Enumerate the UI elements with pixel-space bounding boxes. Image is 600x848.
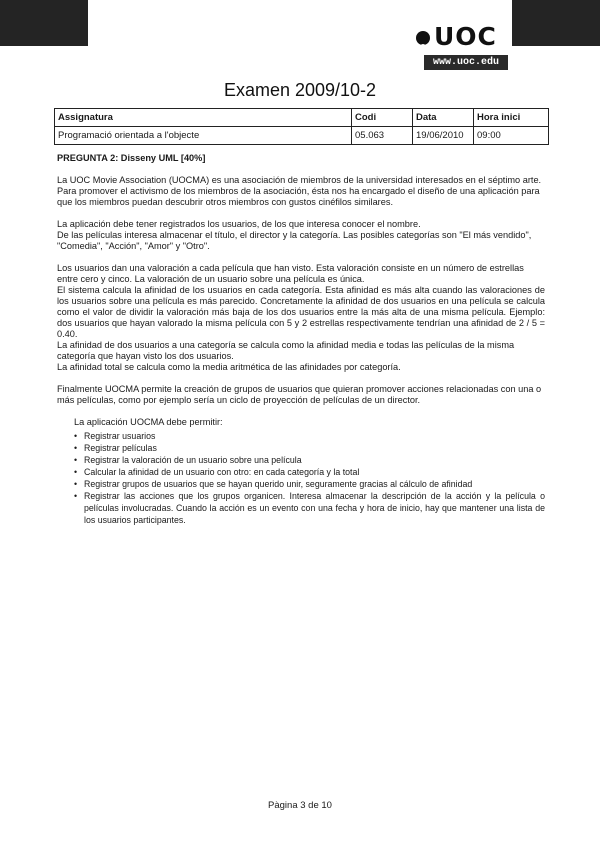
list-item: • Calcular la afinidad de un usuario con otro: en cada categoría y la total: [74, 467, 360, 477]
cell-data: 19/06/2010: [413, 127, 474, 145]
table-header-row: [55, 109, 549, 127]
corner-block-left: [0, 0, 88, 46]
question-title: PREGUNTA 2: Disseny UML [40%]: [57, 153, 206, 163]
cell-assignatura: Programació orientada a l'objecte: [55, 127, 352, 145]
paragraph: La aplicación debe tener registrados los usuarios, de los que interesa conocer el nombre.: [57, 219, 421, 229]
corner-block-right: [512, 0, 600, 46]
bullet-icon: •: [74, 479, 78, 489]
bullet-icon: •: [74, 431, 78, 441]
bullet-icon: •: [74, 467, 78, 477]
header-hora-inici: Hora inici: [474, 109, 549, 127]
bullet-icon: •: [74, 443, 78, 453]
uoc-logo: [416, 22, 508, 72]
paragraph: De las películas interesa almacenar el título, el director y la categoría. Las posibles categorías son "El más vendido", "Comedia", "Acción", "Amor" y "Otro".: [57, 230, 532, 251]
question-content: [57, 153, 545, 526]
list-item: • Registrar las acciones que los grupos organicen. Interesa almacenar la descripción de la acción y la película o películas involucradas. Cuando la acción es un evento con una fecha y hora de inicio, hay que mantener una lista de los usuarios participantes.: [74, 491, 545, 525]
header-codi: Codi: [352, 109, 413, 127]
logo-dot-icon: [416, 31, 430, 45]
requirements-section: [74, 417, 545, 526]
paragraph: La afinidad de dos usuarios a una categoría se calcula como la afinidad media e todas las películas de la misma categoría que hayan visto los dos usuarios.: [57, 340, 515, 361]
exam-info-table: [54, 108, 549, 145]
paragraph: Finalmente UOCMA permite la creación de grupos de usuarios que quieran promover acciones relacionadas con una o más películas, como por ejemplo sería un ciclo de proyección de películas de un director.: [57, 384, 542, 405]
paragraph: Para promover el activismo de los miembros de la asociación, ésta nos ha encargado el diseño de una aplicación para que los miembros puedan descubrir otros miembros con gustos cinéfilos similares.: [57, 186, 540, 207]
paragraph: La afinidad total se calcula como la media aritmética de las afinidades por categoría.: [57, 362, 401, 372]
header-data: Data: [413, 109, 474, 127]
requirements-intro: La aplicación UOCMA debe permitir:: [74, 417, 223, 427]
bullet-icon: •: [74, 455, 78, 465]
exam-title: Examen 2009/10-2: [223, 80, 377, 100]
list-item: • Registrar usuarios: [74, 431, 156, 441]
logo-text: UOC: [434, 22, 497, 51]
paragraph: Los usuarios dan una valoración a cada película que han visto. Esta valoración consiste en un número de estrellas entre cero y cinco. La valoración de un usuario sobre una película es única.: [57, 263, 524, 284]
logo-url: www.uoc.edu: [424, 55, 508, 70]
page-number: Pàgina 3 de 10: [268, 800, 332, 811]
list-item: • Registrar grupos de usuarios que se hayan querido unir, seguramente gracias al cálculo de afinidad: [74, 479, 473, 489]
requirements-list: [74, 430, 545, 526]
cell-codi: 05.063: [352, 127, 413, 145]
paragraph: La UOC Movie Association (UOCMA) es una asociación de miembros de la universidad interesados en el séptimo arte.: [57, 175, 542, 185]
bullet-icon: •: [74, 491, 78, 501]
paragraph: El sistema calcula la afinidad de los usuarios en cada categoría. Esta afinidad es más alta cuando las valoraciones de los usuarios sobre una película es más parecido. Concretamente la afinidad de dos usuarios en una película se calcula como el valor de dividir la valoración más baja de los dos usuarios entre la más alta de una misma película. Ejemplo: dos usuarios que hayan valorado la misma película con 5 y 2 estrellas respectivamente tendrían una afinidad de 2 / 5 = 0.40.: [57, 285, 545, 339]
table-row: [55, 127, 549, 145]
cell-hora-inici: 09:00: [474, 127, 549, 145]
list-item: • Registrar películas: [74, 443, 157, 453]
list-item: • Registrar la valoración de un usuario sobre una película: [74, 455, 302, 465]
header-assignatura: Assignatura: [55, 109, 352, 127]
